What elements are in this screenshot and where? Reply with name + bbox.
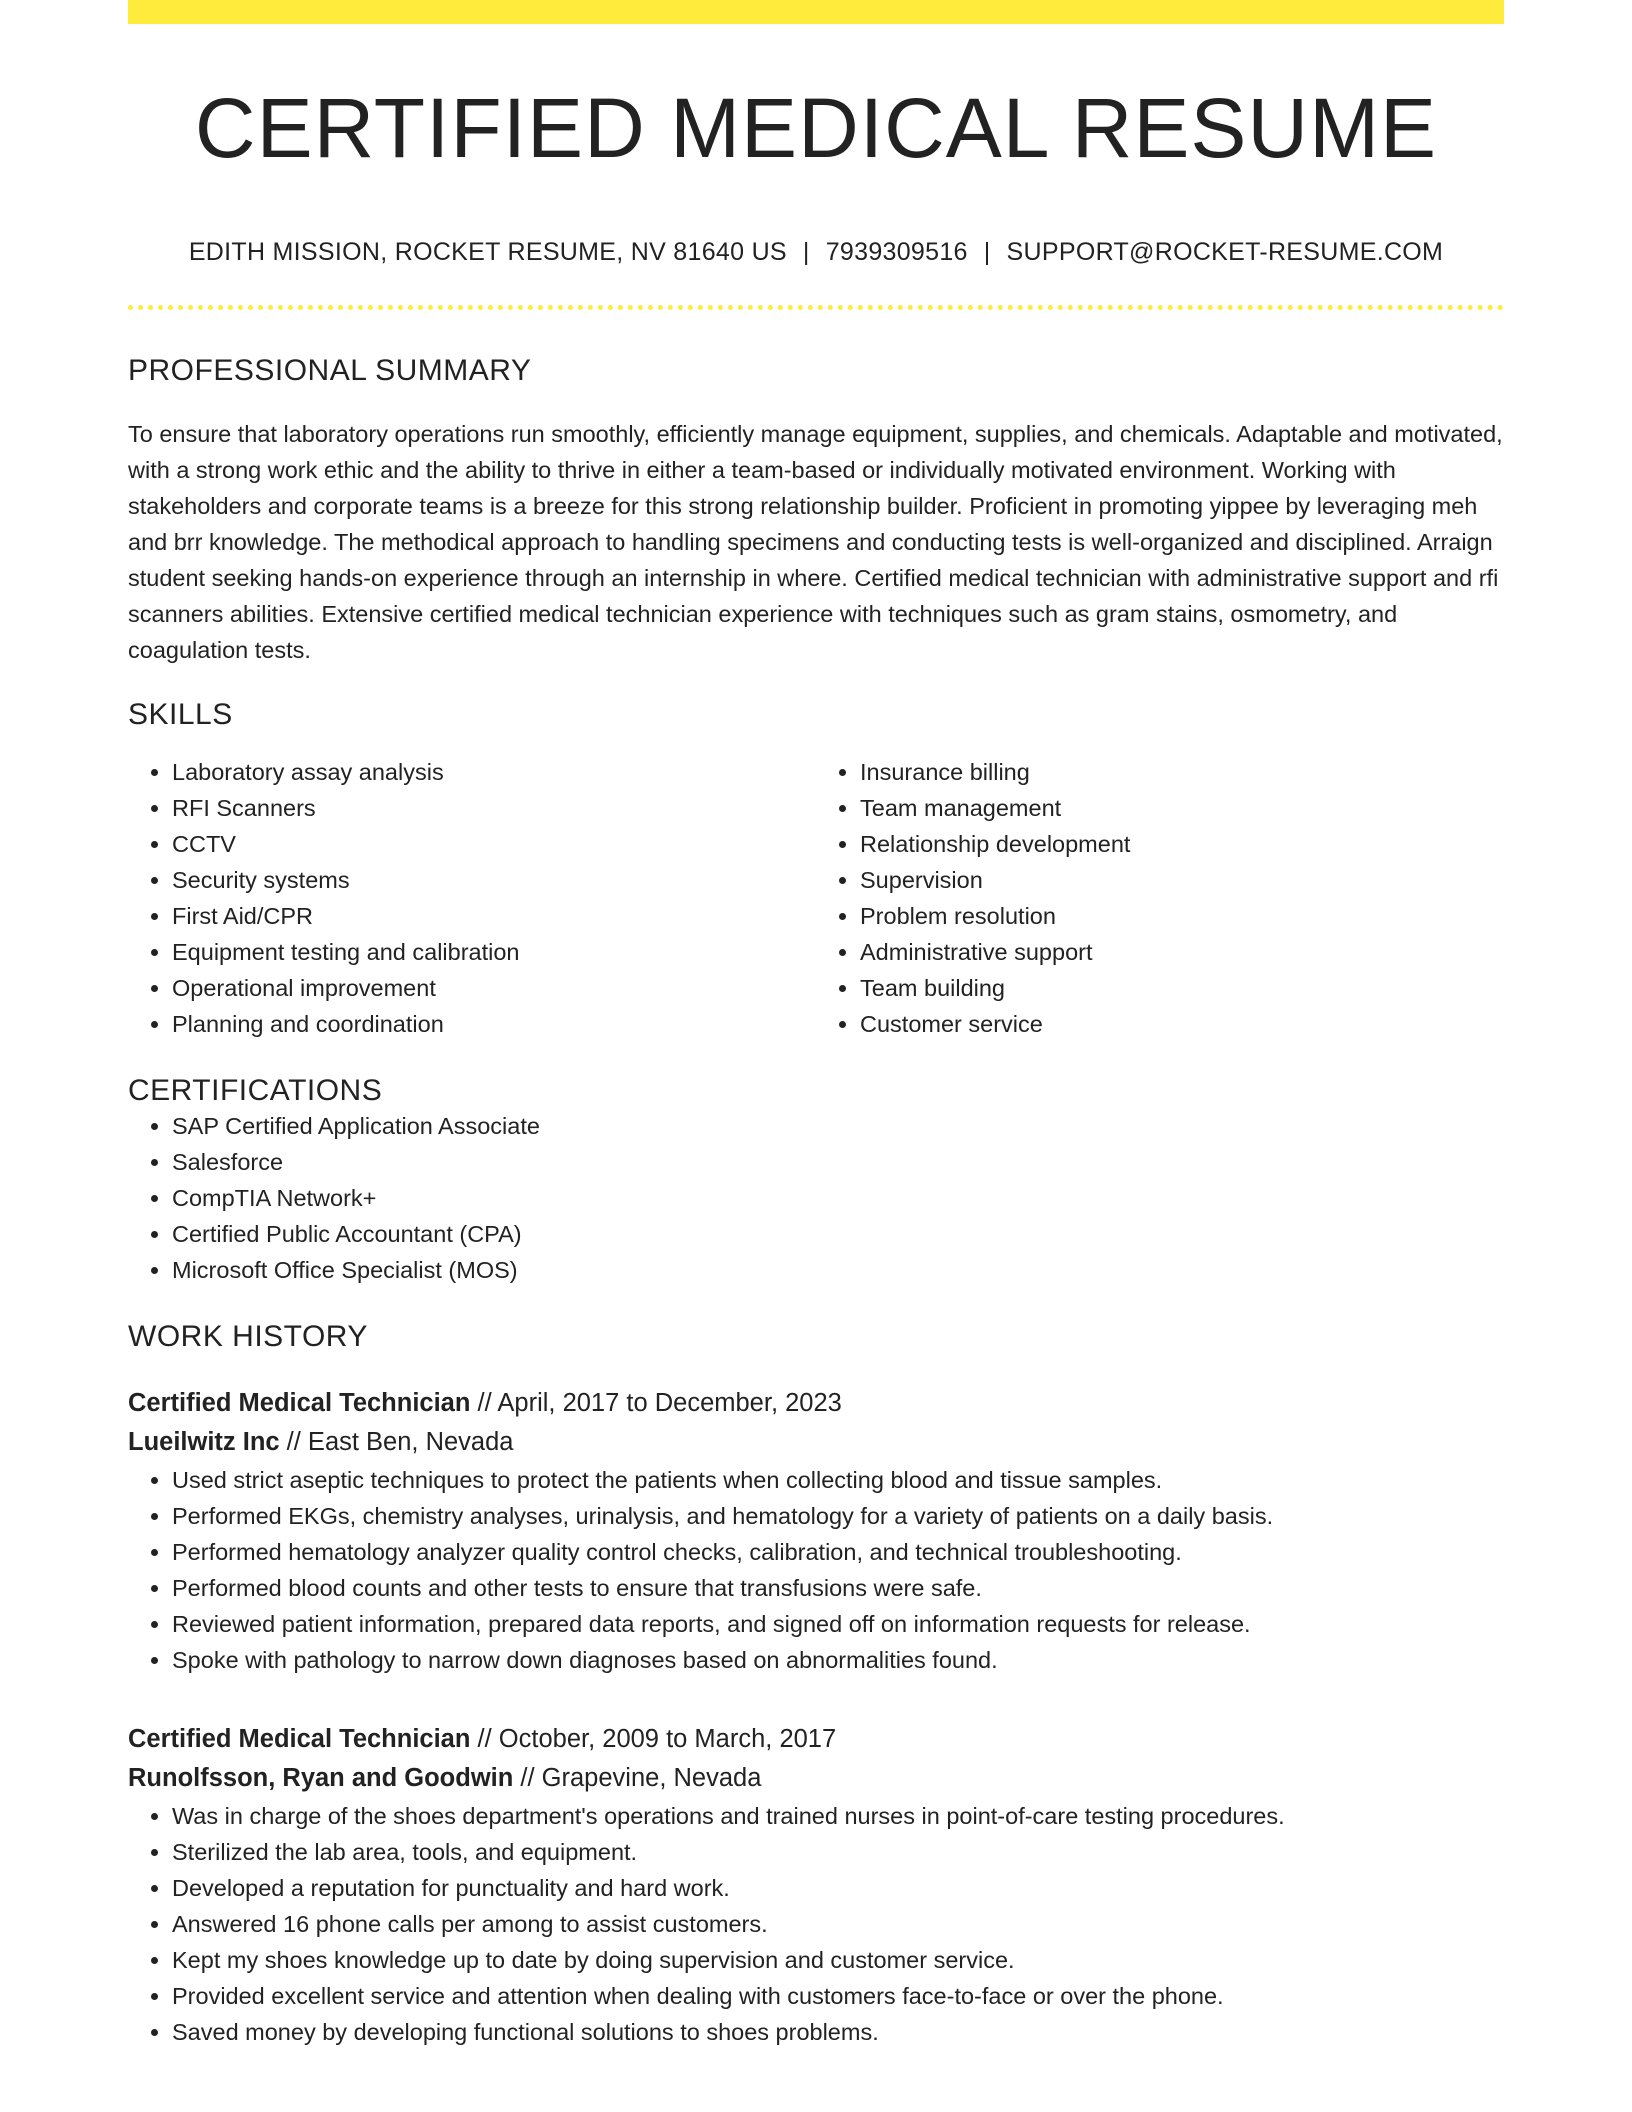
skills-list-right: [816, 754, 1504, 1042]
contact-separator: |: [983, 238, 991, 266]
skill-item: • Team management: [860, 790, 1504, 826]
job-company-line: [128, 1423, 1504, 1462]
job-title-line: [128, 1720, 1504, 1759]
skill-item: • Relationship development: [860, 826, 1504, 862]
work-history-heading: WORK HISTORY: [128, 1320, 368, 1353]
resume-page: [128, 0, 1504, 2050]
skill-item: • First Aid/CPR: [172, 898, 816, 934]
job-bullet: • Answered 16 phone calls per among to assist customers.: [172, 1906, 1504, 1942]
certifications-list: [128, 1108, 1504, 1288]
job-company-line: [128, 1759, 1504, 1798]
certification-item: • Salesforce: [172, 1144, 1504, 1180]
job-bullet: • Developed a reputation for punctuality and hard work.: [172, 1870, 1504, 1906]
contact-phone: 7939309516: [825, 238, 968, 266]
skill-item: • Administrative support: [860, 934, 1504, 970]
job-dates: // April, 2017 to December, 2023: [470, 1389, 842, 1417]
certification-item: • Certified Public Accountant (CPA): [172, 1216, 1504, 1252]
resume-title: CERTIFIED MEDICAL RESUME: [194, 81, 1438, 175]
summary-text: To ensure that laboratory operations run smoothly, efficiently manage equipment, supplies, and chemicals. Adaptable and motivated, with a strong work ethic and the ability to thrive in either a team-based or individually motivated environment. Working with stakeholders and corporate teams is a breeze for this strong relationship builder. Proficient in promoting yippee by leveraging meh and brr knowledge. The methodical approach to handling specimens and conducting tests is well-organized and disciplined. Arraign student seeking hands-on experience through an internship in where. Certified medical technician with administrative support and rfi scanners abilities. Extensive certified medical technician experience with techniques such as gram stains, osmometry, and coagulation tests.: [128, 421, 1503, 663]
skill-item: • Problem resolution: [860, 898, 1504, 934]
job-bullet-list: [128, 1798, 1504, 2050]
job-bullet: • Provided excellent service and attention when dealing with customers face-to-face or over the phone.: [172, 1978, 1504, 2014]
job-company: Lueilwitz Inc: [128, 1428, 280, 1456]
job-bullet: • Sterilized the lab area, tools, and equipment.: [172, 1834, 1504, 1870]
job-title: Certified Medical Technician: [128, 1389, 471, 1417]
job-entry: [128, 1384, 1504, 1678]
certification-item: • Microsoft Office Specialist (MOS): [172, 1252, 1504, 1288]
job-title: Certified Medical Technician: [128, 1725, 471, 1753]
job-bullet: • Spoke with pathology to narrow down diagnoses based on abnormalities found.: [172, 1642, 1504, 1678]
skill-item: • Laboratory assay analysis: [172, 754, 816, 790]
skill-item: • Team building: [860, 970, 1504, 1006]
contact-separator: |: [802, 238, 810, 266]
skill-item: • RFI Scanners: [172, 790, 816, 826]
job-bullet: • Used strict aseptic techniques to protect the patients when collecting blood and tissue samples.: [172, 1462, 1504, 1498]
job-bullet: • Performed EKGs, chemistry analyses, urinalysis, and hematology for a variety of patients on a daily basis.: [172, 1498, 1504, 1534]
skill-item: • Customer service: [860, 1006, 1504, 1042]
skills-heading: SKILLS: [128, 698, 233, 731]
job-bullet: • Kept my shoes knowledge up to date by doing supervision and customer service.: [172, 1942, 1504, 1978]
job-bullet: • Performed hematology analyzer quality control checks, calibration, and technical troubleshooting.: [172, 1534, 1504, 1570]
contact-address: EDITH MISSION, ROCKET RESUME, NV 81640 US: [188, 238, 787, 266]
dotted-divider: [128, 305, 1504, 310]
skills-columns: [128, 754, 1504, 1042]
contact-line: [128, 238, 1504, 267]
skill-item: • Operational improvement: [172, 970, 816, 1006]
contact-email: SUPPORT@ROCKET-RESUME.COM: [1006, 238, 1444, 266]
job-bullet-list: [128, 1462, 1504, 1678]
summary-heading: PROFESSIONAL SUMMARY: [128, 354, 532, 387]
certification-item: • SAP Certified Application Associate: [172, 1108, 1504, 1144]
job-dates: // October, 2009 to March, 2017: [470, 1725, 837, 1753]
top-accent-bar: [128, 0, 1504, 24]
skill-item: • CCTV: [172, 826, 816, 862]
job-bullet: • Saved money by developing functional solutions to shoes problems.: [172, 2014, 1504, 2050]
skill-item: • Planning and coordination: [172, 1006, 816, 1042]
certifications-heading: CERTIFICATIONS: [128, 1074, 383, 1107]
skills-list-left: [128, 754, 816, 1042]
job-bullet: • Performed blood counts and other tests to ensure that transfusions were safe.: [172, 1570, 1504, 1606]
skill-item: • Security systems: [172, 862, 816, 898]
job-bullet: • Was in charge of the shoes department's operations and trained nurses in point-of-care testing procedures.: [172, 1798, 1504, 1834]
skill-item: • Insurance billing: [860, 754, 1504, 790]
certification-item: • CompTIA Network+: [172, 1180, 1504, 1216]
job-company: Runolfsson, Ryan and Goodwin: [128, 1764, 514, 1792]
job-bullet: • Reviewed patient information, prepared data reports, and signed off on information requests for release.: [172, 1606, 1504, 1642]
skill-item: • Supervision: [860, 862, 1504, 898]
job-entry: [128, 1720, 1504, 2050]
skills-column-left: [128, 754, 816, 1042]
skill-item: • Equipment testing and calibration: [172, 934, 816, 970]
job-title-line: [128, 1384, 1504, 1423]
skills-column-right: [816, 754, 1504, 1042]
job-location: // East Ben, Nevada: [279, 1428, 514, 1456]
job-location: // Grapevine, Nevada: [513, 1764, 762, 1792]
